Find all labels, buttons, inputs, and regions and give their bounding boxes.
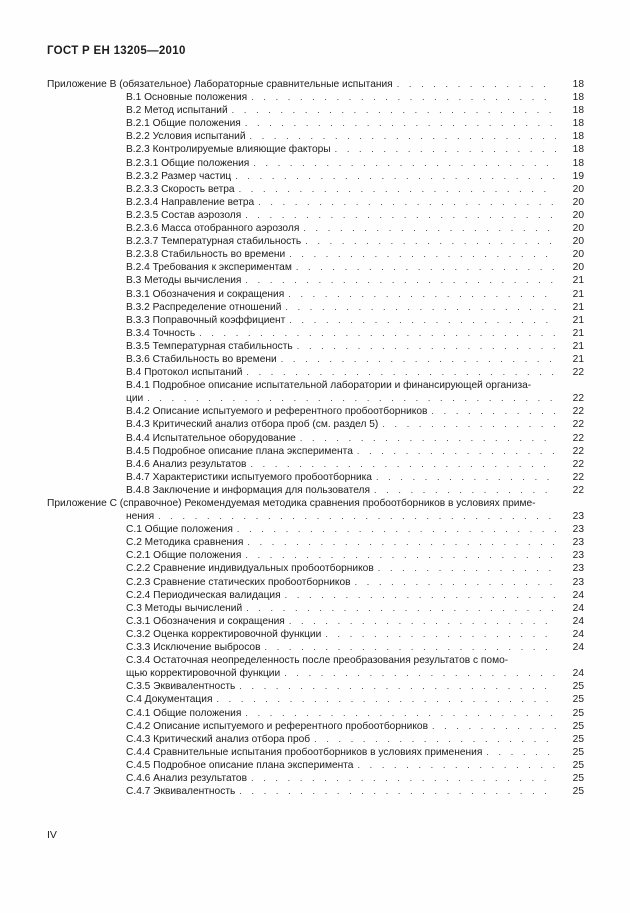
toc-entry-title: C.2.3 Сравнение статических пробоотборников (126, 576, 351, 588)
dot-leader (325, 628, 556, 641)
dot-leader (258, 196, 556, 209)
toc-entry (0, 340, 630, 353)
toc-entry-title: B.3.3 Поправочный коэффициент (126, 314, 286, 326)
toc-entry (0, 301, 630, 314)
toc-entry-title: B.4.6 Анализ результатов (126, 458, 247, 470)
toc-entry (0, 327, 630, 340)
toc-entry (0, 720, 630, 733)
toc-entry-title: C.4 Документация (126, 694, 213, 706)
toc-entry-title: B.3.5 Температурная стабильность (126, 340, 293, 352)
toc-entry-title: B.2.3.5 Состав аэрозоля (126, 209, 242, 221)
dot-leader (246, 602, 556, 615)
toc-page-number: 24 (572, 602, 584, 614)
dot-leader (378, 562, 556, 575)
dot-leader (147, 392, 556, 405)
toc-entry (0, 353, 630, 366)
toc-page-number: 22 (572, 432, 584, 444)
toc-entry (0, 562, 630, 575)
toc-page-number: 21 (572, 288, 584, 300)
toc-page-number: 22 (572, 406, 584, 418)
toc-entry (0, 235, 630, 248)
dot-leader (158, 510, 556, 523)
toc-entry (0, 196, 630, 209)
dot-leader (250, 458, 556, 471)
toc-entry-title: C.3.2 Оценка корректировочной функции (126, 628, 322, 640)
toc-entry-title: B.2.3 Контролируемые влияющие факторы (126, 144, 331, 156)
toc-page-number: 25 (572, 707, 584, 719)
toc-page-number: 24 (572, 628, 584, 640)
toc-entry-title: B.2 Метод испытаний (126, 105, 228, 117)
toc-page-number: 25 (572, 772, 584, 784)
toc-page-number: 24 (572, 642, 584, 654)
toc-entry-title: ции (126, 393, 144, 405)
toc-entry-title: B.4.1 Подробное описание испытательной лаборатории и финансирующей организа- (126, 380, 532, 392)
dot-leader (357, 759, 556, 772)
toc-entry (0, 130, 630, 143)
toc-entry (0, 693, 630, 706)
dot-leader (245, 209, 556, 222)
dot-leader (237, 523, 556, 536)
toc-page-number: 21 (572, 301, 584, 313)
dot-leader (355, 576, 556, 589)
toc-entry-title: C.1 Общие положения (126, 524, 233, 536)
toc-entry-title: B.2.3.6 Масса отобранного аэрозоля (126, 223, 300, 235)
toc-entry (0, 733, 630, 746)
dot-leader (284, 667, 556, 680)
toc-page-number: 25 (572, 681, 584, 693)
toc-page-number: 21 (572, 327, 584, 339)
toc-page-number: 20 (572, 209, 584, 221)
toc-entry (0, 576, 630, 589)
toc-entry-title: B.3.6 Стабильность во времени (126, 353, 277, 365)
dot-leader (289, 248, 556, 261)
toc-entry-title: B.2.3.8 Стабильность во времени (126, 249, 286, 261)
toc-page-number: 23 (572, 511, 584, 523)
toc-entry-title: B.2.3.2 Размер частиц (126, 170, 232, 182)
toc-entry-title: B.1 Основные положения (126, 92, 248, 104)
toc-entry-title: B.4 Протокол испытаний (126, 367, 243, 379)
toc-entry (0, 91, 630, 104)
toc-entry (0, 418, 630, 431)
toc-entry-title: B.4.2 Описание испытуемого и референтного пробоотборников (126, 406, 428, 418)
toc-entry-title: C.4.4 Сравнительные испытания пробоотборников в условиях применения (126, 746, 483, 758)
toc-entry (0, 510, 630, 523)
table-of-contents (0, 78, 630, 798)
toc-entry (0, 615, 630, 628)
toc-entry (0, 445, 630, 458)
toc-page-number: 25 (572, 733, 584, 745)
dot-leader (285, 589, 556, 602)
toc-page-number: 20 (572, 262, 584, 274)
toc-page-number: 24 (572, 668, 584, 680)
toc-entry (0, 772, 630, 785)
toc-entry (0, 536, 630, 549)
toc-page-number: 18 (572, 79, 584, 90)
toc-entry (0, 432, 630, 445)
toc-entry (0, 209, 630, 222)
toc-entry-title: щью корректировочной функции (126, 668, 281, 680)
dot-leader (288, 288, 556, 301)
toc-entry-title: C.3.3 Исключение выбросов (126, 642, 261, 654)
toc-entry-title: B.2.2 Условия испытаний (126, 131, 246, 143)
toc-entry-title: B.4.5 Подробное описание плана эксперимента (126, 445, 353, 457)
toc-entry (0, 746, 630, 759)
dot-leader (289, 615, 556, 628)
toc-page-number: 18 (572, 157, 584, 169)
dot-leader (486, 746, 556, 759)
toc-entry (0, 654, 630, 667)
toc-page-number: 18 (572, 92, 584, 104)
dot-leader (382, 418, 556, 431)
toc-entry (0, 143, 630, 156)
toc-entry (0, 471, 630, 484)
dot-leader (245, 707, 556, 720)
dot-leader (250, 130, 556, 143)
toc-page-number: 22 (572, 484, 584, 496)
toc-entry-title: B.4.4 Испытательное оборудование (126, 432, 296, 444)
toc-page-number: 20 (572, 223, 584, 235)
toc-entry-title: C.2 Методика сравнения (126, 537, 244, 549)
toc-entry-title: B.2.3.4 Направление ветра (126, 196, 255, 208)
toc-entry-title: C.4.1 Общие положения (126, 707, 242, 719)
appendix-label: Приложение C (справочное) (47, 498, 182, 509)
toc-page-number: 18 (572, 118, 584, 130)
toc-page-number: 23 (572, 576, 584, 588)
toc-entry-title: C.4.7 Эквивалентность (126, 786, 236, 798)
toc-entry (0, 628, 630, 641)
dot-leader (296, 261, 556, 274)
toc-page-number: 25 (572, 759, 584, 771)
dot-leader (235, 170, 556, 183)
dot-leader (265, 641, 556, 654)
toc-entry-title: C.2.4 Периодическая валидация (126, 589, 281, 601)
toc-entry (0, 288, 630, 301)
toc-entry-title: B.3.4 Точность (126, 327, 196, 339)
dot-leader (251, 772, 556, 785)
dot-leader (357, 445, 556, 458)
toc-entry-title: Рекомендуемая методика сравнения пробоотборников в условиях приме- (184, 498, 536, 509)
toc-page-number: 25 (572, 694, 584, 706)
toc-page-number: 18 (572, 144, 584, 156)
toc-entry (0, 248, 630, 261)
toc-page-number: 20 (572, 183, 584, 195)
toc-page-number: 23 (572, 537, 584, 549)
toc-entry (0, 589, 630, 602)
toc-entry (0, 117, 630, 130)
toc-page-number: 21 (572, 275, 584, 287)
toc-entry-title: C.2.2 Сравнение индивидуальных пробоотборников (126, 563, 374, 575)
toc-entry (0, 183, 630, 196)
dot-leader (245, 274, 556, 287)
toc-entry-title: B.2.4 Требования к экспериментам (126, 262, 292, 274)
dot-leader (374, 484, 556, 497)
toc-entry-title: B.4.8 Заключение и информация для пользователя (126, 484, 370, 496)
dot-leader (285, 301, 556, 314)
toc-entry-title: C.4.5 Подробное описание плана эксперимента (126, 759, 354, 771)
toc-page-number: 22 (572, 393, 584, 405)
toc-page-number: 23 (572, 550, 584, 562)
toc-entry (0, 707, 630, 720)
toc-entry (0, 641, 630, 654)
toc-entry (0, 392, 630, 405)
dot-leader (247, 536, 556, 549)
toc-entry-title: B.2.1 Общие положения (126, 118, 241, 130)
dot-leader (289, 314, 556, 327)
toc-entry-title: B.2.3.7 Температурная стабильность (126, 236, 302, 248)
toc-entry (0, 680, 630, 693)
toc-page-number: 21 (572, 340, 584, 352)
toc-page-number: 22 (572, 471, 584, 483)
page-header: ГОСТ Р ЕН 13205—2010 (47, 45, 186, 57)
dot-leader (431, 405, 556, 418)
toc-page-number: 20 (572, 236, 584, 248)
toc-page-number: 18 (572, 131, 584, 143)
toc-entry-title: C.4.2 Описание испытуемого и референтного пробоотборников (126, 720, 428, 732)
toc-entry (0, 274, 630, 287)
toc-entry (0, 759, 630, 772)
toc-entry (0, 523, 630, 536)
dot-leader (300, 432, 556, 445)
toc-entry-title: Лабораторные сравнительные испытания (194, 79, 393, 90)
appendix-label: Приложение B (обязательное) (47, 79, 191, 90)
dot-leader (397, 78, 556, 91)
toc-page-number: 22 (572, 445, 584, 457)
toc-entry-title: B.4.7 Характеристики испытуемого пробоотборника (126, 471, 372, 483)
toc-entry (0, 667, 630, 680)
toc-page-number: 25 (572, 746, 584, 758)
toc-page-number: 22 (572, 419, 584, 431)
toc-entry-title: C.3 Методы вычислений (126, 602, 243, 614)
toc-page-number: 20 (572, 196, 584, 208)
toc-entry (0, 104, 630, 117)
dot-leader (239, 183, 556, 196)
dot-leader (245, 117, 556, 130)
toc-page-number: 18 (572, 105, 584, 117)
toc-entry-title: C.4.3 Критический анализ отбора проб (126, 733, 311, 745)
toc-page-number: 24 (572, 615, 584, 627)
toc-entry (0, 602, 630, 615)
dot-leader (239, 680, 556, 693)
toc-entry (0, 785, 630, 798)
dot-leader (432, 720, 556, 733)
toc-page-number: 21 (572, 353, 584, 365)
dot-leader (239, 785, 556, 798)
toc-entry (0, 484, 630, 497)
toc-entry-title: C.3.4 Остаточная неопределенность после преобразования результатов с помо- (126, 655, 509, 667)
toc-page-number: 22 (572, 367, 584, 379)
toc-entry (0, 366, 630, 379)
toc-entry-title: C.3.5 Эквивалентность (126, 681, 236, 693)
dot-leader (314, 733, 556, 746)
toc-entry (0, 379, 630, 392)
toc-entry (0, 170, 630, 183)
toc-page-number: 23 (572, 563, 584, 575)
dot-leader (216, 693, 556, 706)
toc-entry-title: нения (126, 511, 155, 523)
toc-page-number: 20 (572, 249, 584, 261)
toc-entry (0, 222, 630, 235)
toc-entry-title: B.3 Методы вычисления (126, 275, 242, 287)
toc-entry-title: B.3.2 Распределение отношений (126, 301, 282, 313)
dot-leader (335, 143, 556, 156)
dot-leader (199, 327, 556, 340)
toc-page-number: 25 (572, 720, 584, 732)
dot-leader (245, 549, 556, 562)
toc-page-number: 21 (572, 314, 584, 326)
toc-page-number: 23 (572, 524, 584, 536)
toc-entry-title: C.2.1 Общие положения (126, 550, 242, 562)
dot-leader (253, 157, 556, 170)
toc-page-number: 24 (572, 589, 584, 601)
dot-leader (303, 222, 556, 235)
dot-leader (281, 353, 556, 366)
toc-page-number: 25 (572, 786, 584, 798)
toc-entry (0, 405, 630, 418)
page-number-footer: IV (47, 829, 57, 841)
toc-entry-title: B.2.3.1 Общие положения (126, 157, 250, 169)
dot-leader (246, 366, 556, 379)
dot-leader (297, 340, 556, 353)
toc-entry-title: C.3.1 Обозначения и сокращения (126, 615, 285, 627)
toc-entry-title: B.4.3 Критический анализ отбора проб (см. раздел 5) (126, 419, 379, 431)
dot-leader (232, 104, 556, 117)
toc-entry (0, 549, 630, 562)
toc-entry-title: C.4.6 Анализ результатов (126, 772, 248, 784)
toc-page-number: 22 (572, 458, 584, 470)
dot-leader (376, 471, 556, 484)
dot-leader (305, 235, 556, 248)
toc-entry (0, 78, 630, 91)
toc-entry (0, 157, 630, 170)
toc-entry (0, 497, 630, 510)
toc-entry (0, 314, 630, 327)
toc-entry-title: B.3.1 Обозначения и сокращения (126, 288, 285, 300)
toc-entry-title: B.2.3.3 Скорость ветра (126, 183, 235, 195)
dot-leader (251, 91, 556, 104)
toc-page-number: 19 (572, 170, 584, 182)
toc-entry (0, 458, 630, 471)
toc-entry (0, 261, 630, 274)
